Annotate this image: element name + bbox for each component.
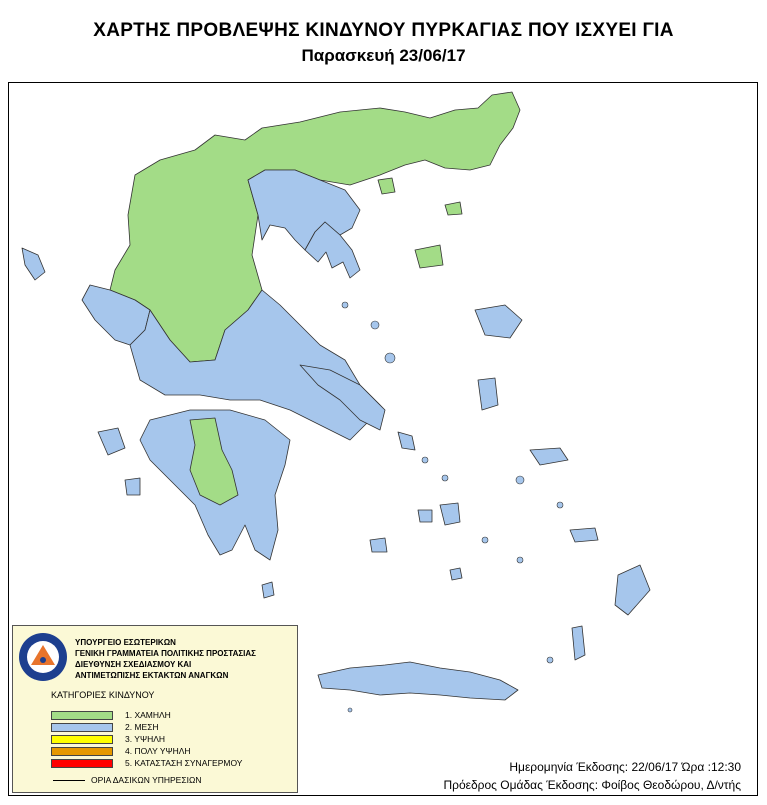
org-line-emergencies: ΑΝΤΙΜΕΤΩΠΙΣΗΣ ΕΚΤΑΚΤΩΝ ΑΝΑΓΚΩΝ [75,671,229,680]
island-kalymnos [557,502,563,508]
legend-label-medium: 2. ΜΕΣΗ [125,722,159,732]
island-ikaria [516,476,524,484]
island-corfu [22,248,45,280]
island-santorini [450,568,462,580]
island-mykonos [442,475,448,481]
legend-boundary-label: ΟΡΙΑ ΔΑΣΙΚΩΝ ΥΠΗΡΕΣΙΩΝ [91,775,202,785]
island-zakynthos [125,478,140,495]
legend-swatch-high [51,735,113,744]
island-gavdos [348,708,352,712]
legend-swatch-medium [51,723,113,732]
island-chios [478,378,498,410]
island-kasos [547,657,553,663]
island-samos [530,448,568,465]
island-andros [398,432,415,450]
issuing-chair-line: Πρόεδρος Ομάδας Έκδοσης: Φοίβος Θεοδώρου, Δ/ντής [443,778,741,792]
map-date: Παρασκευή 23/06/17 [301,46,466,65]
island-astypalaia [517,557,523,563]
island-samothrace [445,202,462,215]
legend-label-high: 3. ΥΨΗΛΗ [125,734,166,744]
legend-swatch-very-high [51,747,113,756]
island-tinos [422,457,428,463]
island-skyros [385,353,395,363]
island-lesvos [475,305,522,338]
island-naxos [440,503,460,525]
island-thassos [378,178,395,194]
legend-panel [12,625,298,793]
island-paros [418,510,432,522]
island-karpathos [572,626,585,660]
civil-protection-logo-icon [18,632,68,682]
island-amorgos [482,537,488,543]
org-line-secretariat: ΓΕΝΙΚΗ ΓΡΑΜΜΑΤΕΙΑ ΠΟΛΙΤΙΚΗΣ ΠΡΟΣΤΑΣΙΑΣ [75,649,256,658]
legend-swatch-low [51,711,113,720]
island-skopelos [371,321,379,329]
org-line-ministry: ΥΠΟΥΡΓΕΙΟ ΕΣΩΤΕΡΙΚΩΝ [75,638,176,647]
legend-title: ΚΑΤΗΓΟΡΙΕΣ ΚΙΝΔΥΝΟΥ [51,690,155,700]
legend-swatch-alert [51,759,113,768]
legend-label-very-high: 4. ΠΟΛΥ ΥΨΗΛΗ [125,746,191,756]
issue-date-line: Ημερομηνία Έκδοσης: 22/06/17 Ώρα :12:30 [509,760,741,774]
island-kefalonia [98,428,125,455]
island-kythira [262,582,274,598]
region-crete-medium [318,662,518,700]
map-title: ΧΑΡΤΗΣ ΠΡΟΒΛΕΨΗΣ ΚΙΝΔΥΝΟΥ ΠΥΡΚΑΓΙΑΣ ΠΟΥ ΙΣΧΥΕΙ ΓΙΑ [93,20,674,41]
legend-label-alert: 5. ΚΑΤΑΣΤΑΣΗ ΣΥΝΑΓΕΡΜΟΥ [125,758,243,768]
island-kos [570,528,598,542]
island-rhodes [615,565,650,615]
org-line-directorate: ΔΙΕΥΘΥΝΣΗ ΣΧΕΔΙΑΣΜΟΥ ΚΑΙ [75,660,192,669]
legend-label-low: 1. ΧΑΜΗΛΗ [125,710,171,720]
legend-boundary-line [53,780,85,781]
island-lemnos [415,245,443,268]
island-skiathos [342,302,348,308]
island-milos [370,538,387,552]
